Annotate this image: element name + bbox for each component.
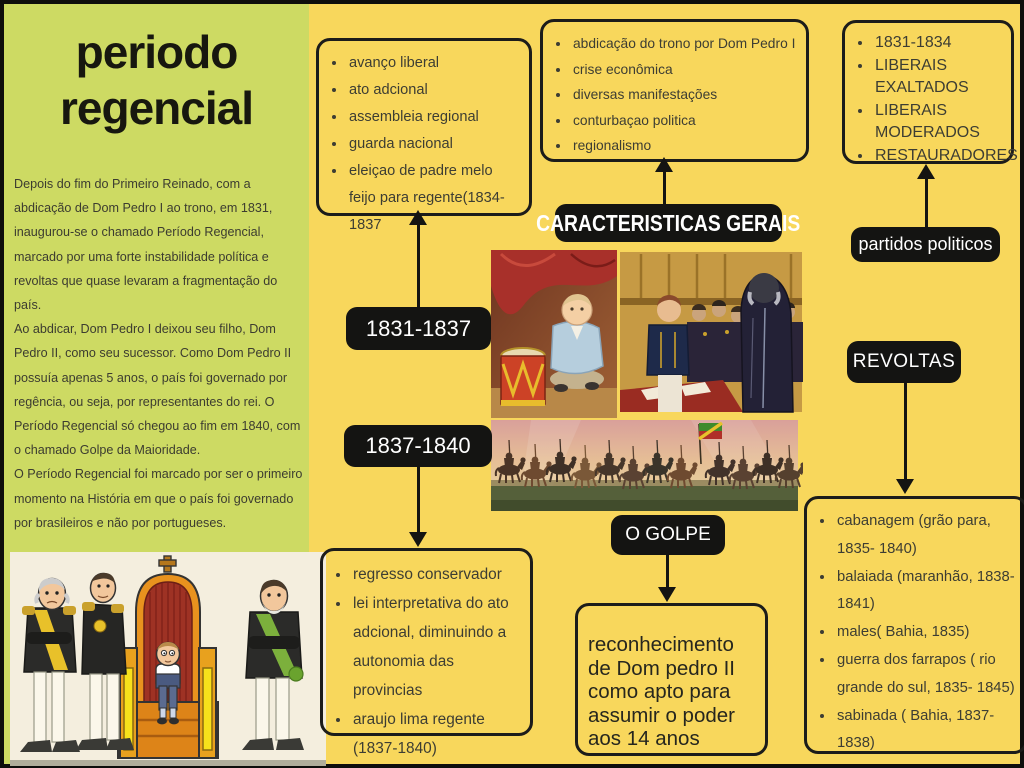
label-partidos-politicos: partidos politicos [851,227,1000,262]
list-item: • guerra dos farrapos ( rio grande do sul, 1835- 1845) [835,647,1019,703]
list-item: • sabinada ( Bahia, 1837- 1838) [835,703,1019,759]
label-caracteristicas-gerais-text: CARACTERISTICAS GERAIS [536,209,801,236]
list-item: como apto para [588,680,731,703]
node-conservative-regression [320,548,533,757]
list-item: • abdicação do trono por Dom Pedro I [571,31,800,57]
page-title [4,24,309,136]
node-liberal-measures [316,38,532,233]
intro-paragraph-2: Ao abdicar, Dom Pedro I deixou seu filho, Dom Pedro II, como seu sucessor. Como Dom Pedro II possuía apenas 5 anos, o país foi governado por regência, ou seja, por representantes do rei. O Período Regencial só chegou ao fim em 1840, com o chamado Golpe da Maioridade. [14,322,301,458]
list-item: • males( Bahia, 1835) [835,619,1019,647]
list-item: aos 14 anos [588,727,700,750]
list-item: • 1831-1834 [873,32,1005,55]
list-item: • eleiçao de padre melo feijo para regente(1834-1837 [347,158,523,239]
list-item: • RESTAURADORES [873,145,1005,168]
list-item: reconhecimento [588,633,734,656]
label-period-1837-1840: 1837-1840 [344,425,492,467]
list-item: • regresso conservador [351,560,524,589]
list-item: • guarda nacional [347,131,523,158]
page-title-line1: periodo [75,26,238,78]
painting-child-dom-pedro [491,250,617,418]
node-general-characteristics [540,19,809,162]
painting-farroupilha-horsemen [491,420,803,511]
intro-paragraph-1: Depois do fim do Primeiro Reinado, com a abdicação de Dom Pedro I ao trono, em 1831, inaugurou-se o chamado Período Regencial, marcado por uma forte instabilidade política e revoltas que quase levaram a fragmentação do país. [14,177,278,313]
arrow-down-1837-to-conservative-icon [408,467,428,547]
node-revolts [804,496,1024,754]
list-item: • balaiada (maranhão, 1838- 1841) [835,564,1019,620]
list-item: • conturbaçao politica [571,108,800,134]
label-period-1831-1837: 1831-1837 [346,307,491,350]
list-item: • diversas manifestações [571,82,800,108]
list-item: • ato adcional [347,77,523,104]
list-item: • assembleia regional [347,104,523,131]
conservative-regression-list [323,551,530,768]
list-item: • cabanagem (grão para, 1835- 1840) [835,508,1019,564]
intro-paragraph-3: O Período Regencial foi marcado por ser o primeiro momento na História em que o país foi governado por brasileiros e não por portugueses. [14,467,303,530]
cartoon-regents-throne-image [10,552,326,766]
revolts-list [807,499,1024,764]
arrow-up-parties-icon [916,164,936,227]
general-characteristics-list [543,22,806,165]
painting-abdication-scene [620,252,803,412]
node-political-parties [842,20,1018,164]
list-item: • avanço liberal [347,50,523,77]
list-item: • LIBERAIS MODERADOS [873,100,1005,145]
label-caracteristicas-gerais [536,204,801,242]
arrow-up-1831-to-measures-icon [408,210,428,307]
list-item: • LIBERAIS EXALTADOS [873,55,1005,100]
yellow-canvas [4,4,1020,764]
list-item: • araujo lima regente (1837-1840) [351,705,524,763]
label-o-golpe: O GOLPE [611,515,725,555]
label-revoltas: REVOLTAS [847,341,961,383]
node-golpe-result [575,603,768,756]
list-item: • crise econômica [571,57,800,83]
list-item: assumir o poder [588,703,735,727]
golpe-result-text [578,606,765,755]
arrow-up-cg-to-characteristics-icon [654,157,674,204]
historical-paintings-collage-image [491,248,803,511]
intro-text [14,172,306,535]
page-title-line2: regencial [60,82,253,134]
arrow-down-golpe-icon [657,555,677,602]
list-item: de Dom pedro II [588,656,735,680]
list-item: • lei interpretativa do ato adcional, diminuindo a autonomia das provincias [351,589,524,705]
list-item: • regionalismo [571,133,800,159]
political-parties-list [845,23,1018,173]
arrow-down-revolts-icon [895,383,915,494]
